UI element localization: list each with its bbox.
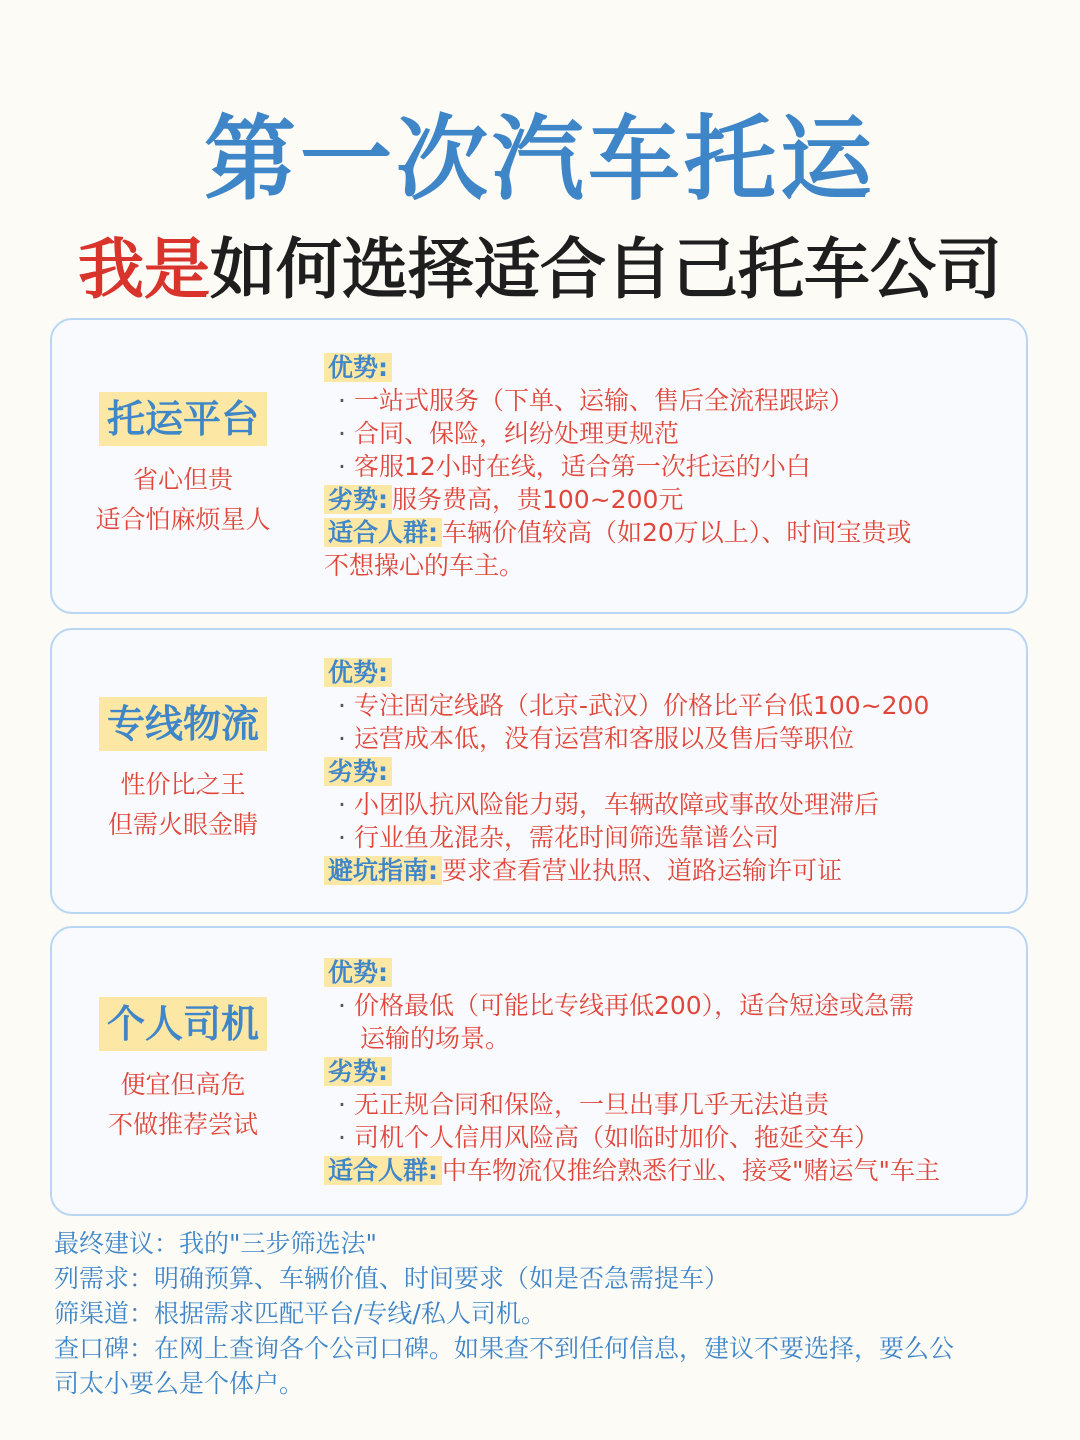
page-title: 第一次汽车托运 <box>203 106 876 213</box>
card-private-driver <box>50 926 1028 1216</box>
card-tagline: 省心但贵 <box>132 465 233 494</box>
list-item-cont: 运输的场景。 <box>360 1023 511 1053</box>
disadvantage-heading: 劣势: <box>324 485 392 514</box>
list-item: · 司机个人信用风险高（如临时加价、拖延交车） <box>338 1122 879 1152</box>
audience-text-cont: 不想操心的车主。 <box>324 550 525 580</box>
audience-text: 中车物流仅推给熟悉行业、接受"赌运气"车主 <box>442 1155 940 1185</box>
list-item-text: 行业鱼龙混杂，需花时间筛选靠谱公司 <box>353 822 779 852</box>
card-dedicated-line <box>50 628 1028 914</box>
card-tag: 托运平台 <box>99 392 267 446</box>
list-item: · 无正规合同和保险，一旦出事几乎无法追责 <box>338 1089 829 1119</box>
card-details <box>324 928 1002 1214</box>
list-item: · 小团队抗风险能力弱，车辆故障或事故处理滞后 <box>338 789 879 819</box>
list-item: · 客服12小时在线，适合第一次托运的小白 <box>338 451 811 481</box>
list-item-text: 专注固定线路（北京-武汉）价格比平台低100~200 <box>353 690 930 720</box>
list-item: · 运营成本低，没有运营和客服以及售后等职位 <box>338 723 854 753</box>
card-summary <box>52 320 314 612</box>
advice-line: 查口碑：在网上查询各个公司口碑。如果查不到任何信息，建议不要选择，要么公 <box>54 1334 955 1363</box>
tips-heading: 避坑指南: <box>324 856 442 885</box>
audience-heading: 适合人群: <box>324 518 442 547</box>
list-item: · 合同、保险，纠纷处理更规范 <box>338 418 679 448</box>
list-item-text: 合同、保险，纠纷处理更规范 <box>353 418 679 448</box>
card-platform <box>50 318 1028 614</box>
advice-line: 最终建议：我的"三步筛选法" <box>54 1229 377 1258</box>
list-item: · 行业鱼龙混杂，需花时间筛选靠谱公司 <box>338 822 779 852</box>
advice-line: 列需求：明确预算、车辆价值、时间要求（如是否急需提车） <box>54 1264 730 1293</box>
card-tagline: 适合怕麻烦星人 <box>95 505 271 534</box>
card-tag: 专线物流 <box>99 697 267 751</box>
advantage-heading: 优势: <box>324 658 392 687</box>
list-item-text: 客服12小时在线，适合第一次托运的小白 <box>353 451 811 481</box>
list-item-text: 无正规合同和保险，一旦出事几乎无法追责 <box>353 1089 829 1119</box>
card-tag: 个人司机 <box>99 997 267 1051</box>
list-item: · 价格最低（可能比专线再低200），适合短途或急需 <box>338 990 915 1020</box>
list-item-text: 一站式服务（下单、运输、售后全流程跟踪） <box>353 385 854 415</box>
card-details <box>324 630 1002 912</box>
list-item-text: 司机个人信用风险高（如临时加价、拖延交车） <box>353 1122 879 1152</box>
list-item-text: 价格最低（可能比专线再低200），适合短途或急需 <box>353 990 915 1020</box>
advantage-heading: 优势: <box>324 958 392 987</box>
card-tagline: 便宜但高危 <box>120 1070 246 1099</box>
disadvantage-text: 服务费高，贵100~200元 <box>392 484 684 514</box>
subtitle-highlight: 我是 <box>78 231 210 308</box>
audience-heading: 适合人群: <box>324 1156 442 1185</box>
advice-line: 司太小要么是个体户。 <box>54 1369 305 1398</box>
disadvantage-heading: 劣势: <box>324 1057 392 1086</box>
list-item: · 专注固定线路（北京-武汉）价格比平台低100~200 <box>338 690 930 720</box>
card-summary <box>52 928 314 1214</box>
audience-text: 车辆价值较高（如20万以上）、时间宝贵或 <box>442 517 912 547</box>
final-advice <box>54 1226 1044 1401</box>
advantage-heading: 优势: <box>324 353 392 382</box>
disadvantage-heading: 劣势: <box>324 757 392 786</box>
card-summary <box>52 630 314 912</box>
list-item-text: 小团队抗风险能力弱，车辆故障或事故处理滞后 <box>353 789 879 819</box>
advice-line: 筛渠道：根据需求匹配平台/专线/私人司机。 <box>54 1299 546 1328</box>
card-tagline: 但需火眼金睛 <box>107 810 258 839</box>
card-tagline: 不做推荐尝试 <box>107 1110 258 1139</box>
tips-text: 要求查看营业执照、道路运输许可证 <box>442 855 843 885</box>
page-subtitle <box>0 228 1080 312</box>
subtitle-text: 如何选择适合自己托车公司 <box>210 231 1002 308</box>
card-details <box>324 320 1002 612</box>
list-item: · 一站式服务（下单、运输、售后全流程跟踪） <box>338 385 854 415</box>
list-item-text: 运营成本低，没有运营和客服以及售后等职位 <box>353 723 854 753</box>
card-tagline: 性价比之王 <box>120 770 246 799</box>
